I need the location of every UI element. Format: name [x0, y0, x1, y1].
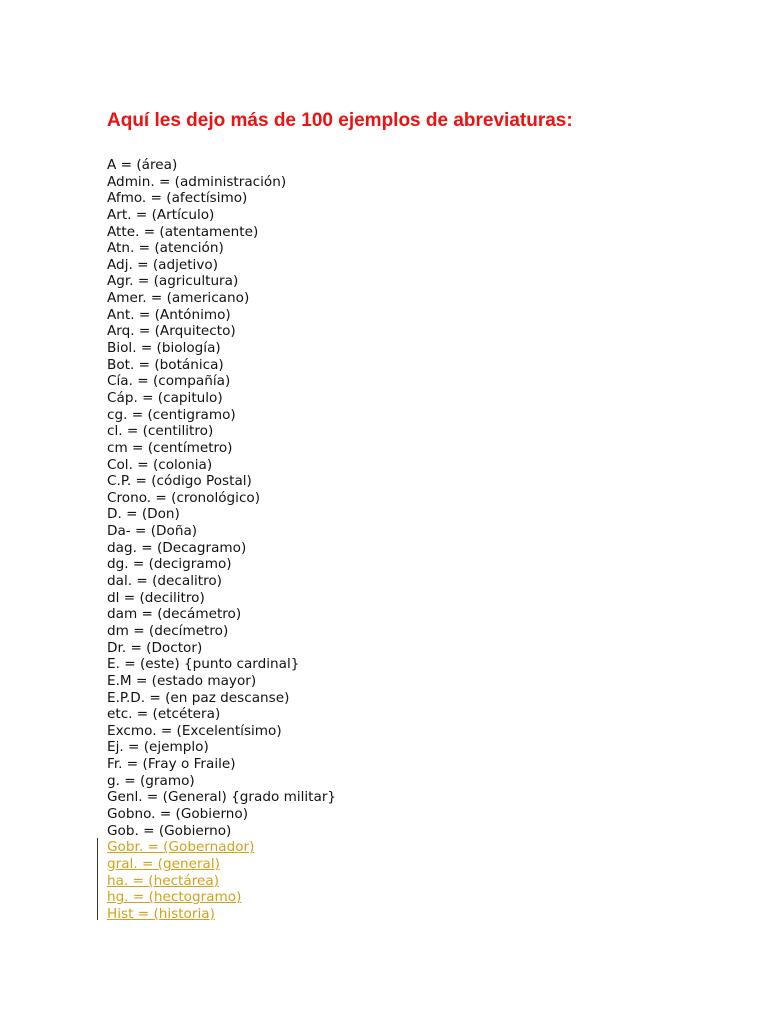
list-item: Atte. = (atentamente) [107, 223, 259, 240]
list-item: Genl. = (General) {grado militar} [107, 789, 337, 806]
list-item: Fr. = (Fray o Fraile) [107, 756, 236, 773]
list-item: Bot. = (botánica) [107, 356, 224, 373]
list-item-link [107, 889, 336, 906]
abbreviation-link[interactable]: Gobr. = (Gobernador) [107, 839, 255, 856]
list-item: dl = (decilitro) [107, 589, 205, 606]
list-item: Gobno. = (Gobierno) [107, 805, 249, 822]
list-item: Cáp. = (capitulo) [107, 389, 223, 406]
list-item: Agr. = (agricultura) [107, 273, 239, 290]
list-item: Excmo. = (Excelentísimo) [107, 722, 282, 739]
list-item: dg. = (decigramo) [107, 556, 232, 573]
page-title: Aquí les dejo más de 100 ejemplos de abreviaturas: [107, 110, 573, 131]
abbreviation-link[interactable]: ha. = (hectárea) [107, 872, 220, 889]
list-item: Art. = (Artículo) [107, 206, 215, 223]
abbreviation-link[interactable]: hg. = (hectogramo) [107, 889, 242, 906]
list-item: dag. = (Decagramo) [107, 539, 247, 556]
list-item: Admin. = (administración) [107, 173, 287, 190]
list-item: dm = (decímetro) [107, 622, 229, 639]
margin-change-bar [97, 838, 98, 920]
list-item: Ant. = (Antónimo) [107, 306, 231, 323]
list-item: cm = (centímetro) [107, 439, 233, 456]
abbreviation-list [107, 157, 336, 922]
list-item: Arq. = (Arquitecto) [107, 323, 236, 340]
list-item-link [107, 856, 336, 873]
list-item: cg. = (centigramo) [107, 406, 236, 423]
list-item: D. = (Don) [107, 506, 180, 523]
list-item: Amer. = (americano) [107, 290, 250, 307]
list-item: Da- = (Doña) [107, 523, 198, 540]
list-item: dal. = (decalitro) [107, 573, 222, 590]
list-item-link [107, 839, 336, 856]
list-item: cl. = (centilitro) [107, 423, 214, 440]
list-item: E.M = (estado mayor) [107, 672, 257, 689]
list-item: Biol. = (biología) [107, 340, 221, 357]
list-item-link [107, 873, 336, 890]
list-item: Col. = (colonia) [107, 456, 213, 473]
list-item-link [107, 906, 336, 923]
list-item: dam = (decámetro) [107, 606, 242, 623]
list-item: A = (área) [107, 157, 178, 173]
list-item: Atn. = (atención) [107, 240, 224, 257]
list-item: g. = (gramo) [107, 772, 195, 789]
list-item: E.P.D. = (en paz descanse) [107, 689, 290, 706]
list-item: Crono. = (cronológico) [107, 489, 261, 506]
abbreviation-link[interactable]: gral. = (general) [107, 855, 220, 872]
list-item: Afmo. = (afectísimo) [107, 190, 248, 207]
list-item: Ej. = (ejemplo) [107, 739, 209, 756]
list-item: Cía. = (compañía) [107, 373, 231, 390]
list-item: E. = (este) {punto cardinal} [107, 656, 300, 673]
list-item: Adj. = (adjetivo) [107, 256, 218, 273]
list-item: Gob. = (Gobierno) [107, 822, 232, 839]
list-item: C.P. = (código Postal) [107, 473, 252, 490]
abbreviation-link[interactable]: Hist = (historia) [107, 905, 215, 922]
list-item: Dr. = (Doctor) [107, 639, 203, 656]
list-item: etc. = (etcétera) [107, 706, 221, 723]
